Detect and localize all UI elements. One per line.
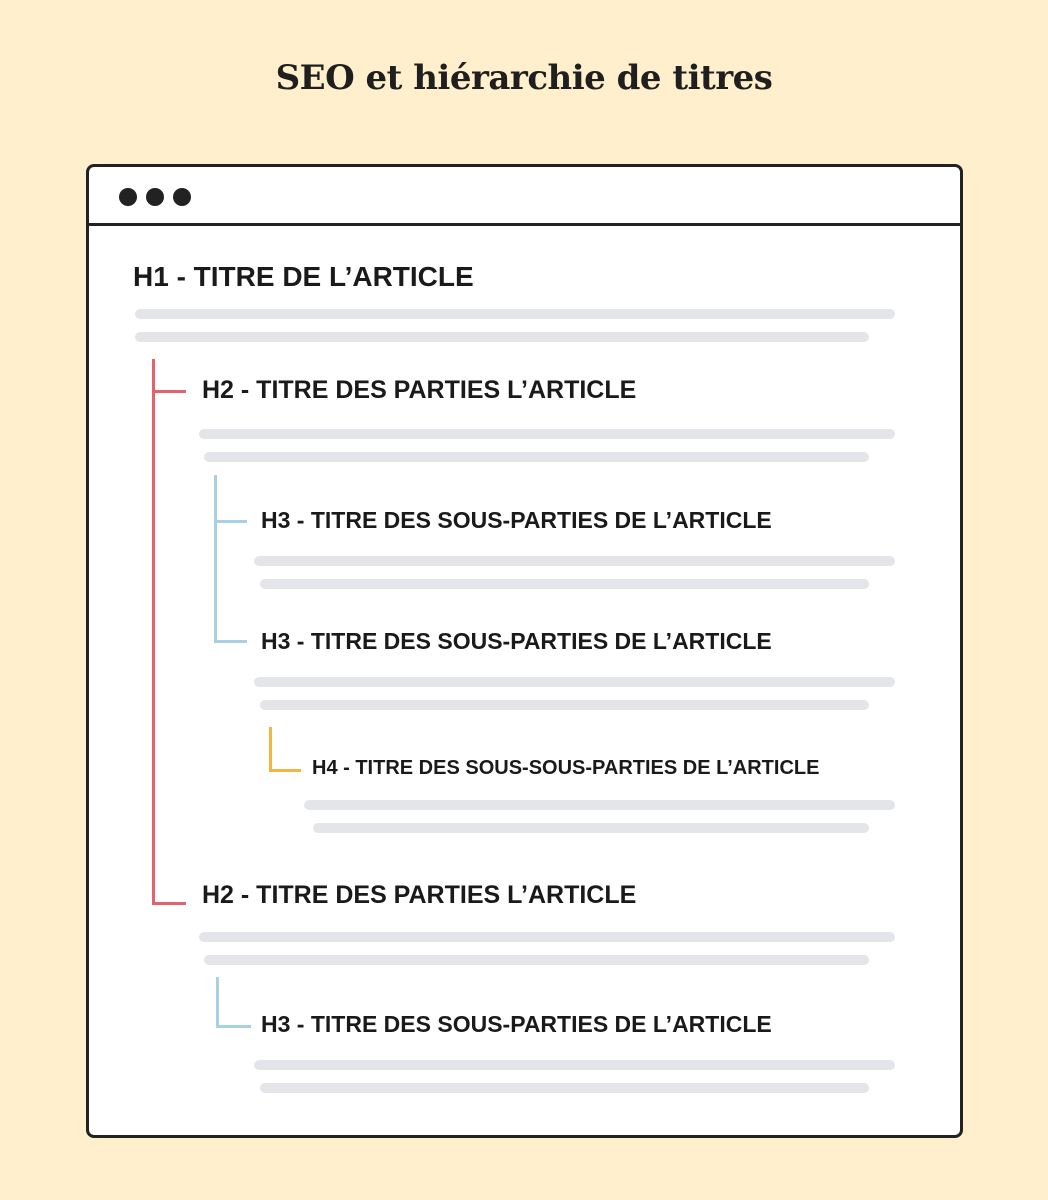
h3-connector-bracket [216, 977, 251, 1028]
heading-h3: H3 - TITRE DES SOUS-PARTIES DE L’ARTICLE [261, 1011, 772, 1037]
text-placeholder-line [304, 800, 895, 810]
h3-connector-tick [214, 520, 247, 523]
heading-h4: H4 - TITRE DES SOUS-SOUS-PARTIES DE L’ARTICLE [312, 757, 820, 779]
window-dot-icon [173, 188, 191, 206]
text-placeholder-line [254, 677, 895, 687]
h3-connector-bracket [214, 475, 247, 643]
text-placeholder-line [135, 332, 869, 342]
window-dot-icon [119, 188, 137, 206]
heading-h3: H3 - TITRE DES SOUS-PARTIES DE L’ARTICLE [261, 507, 772, 533]
text-placeholder-line [199, 932, 895, 942]
text-placeholder-line [260, 1083, 869, 1093]
h2-connector-line [152, 359, 155, 389]
text-placeholder-line [260, 700, 869, 710]
text-placeholder-line [204, 955, 869, 965]
heading-h1: H1 - TITRE DE L’ARTICLE [133, 261, 474, 292]
text-placeholder-line [135, 309, 895, 319]
text-placeholder-line [199, 429, 895, 439]
text-placeholder-line [204, 452, 869, 462]
text-placeholder-line [254, 1060, 895, 1070]
heading-h2: H2 - TITRE DES PARTIES L’ARTICLE [202, 881, 637, 909]
h4-connector-bracket [269, 727, 301, 772]
h2-connector-bracket [152, 389, 186, 905]
browser-title-bar [89, 167, 960, 226]
window-dot-icon [146, 188, 164, 206]
browser-window [86, 164, 963, 1138]
heading-h3: H3 - TITRE DES SOUS-PARTIES DE L’ARTICLE [261, 628, 772, 654]
heading-h2: H2 - TITRE DES PARTIES L’ARTICLE [202, 376, 637, 404]
text-placeholder-line [260, 579, 869, 589]
text-placeholder-line [313, 823, 869, 833]
text-placeholder-line [254, 556, 895, 566]
page-title: SEO et hiérarchie de titres [275, 58, 773, 98]
